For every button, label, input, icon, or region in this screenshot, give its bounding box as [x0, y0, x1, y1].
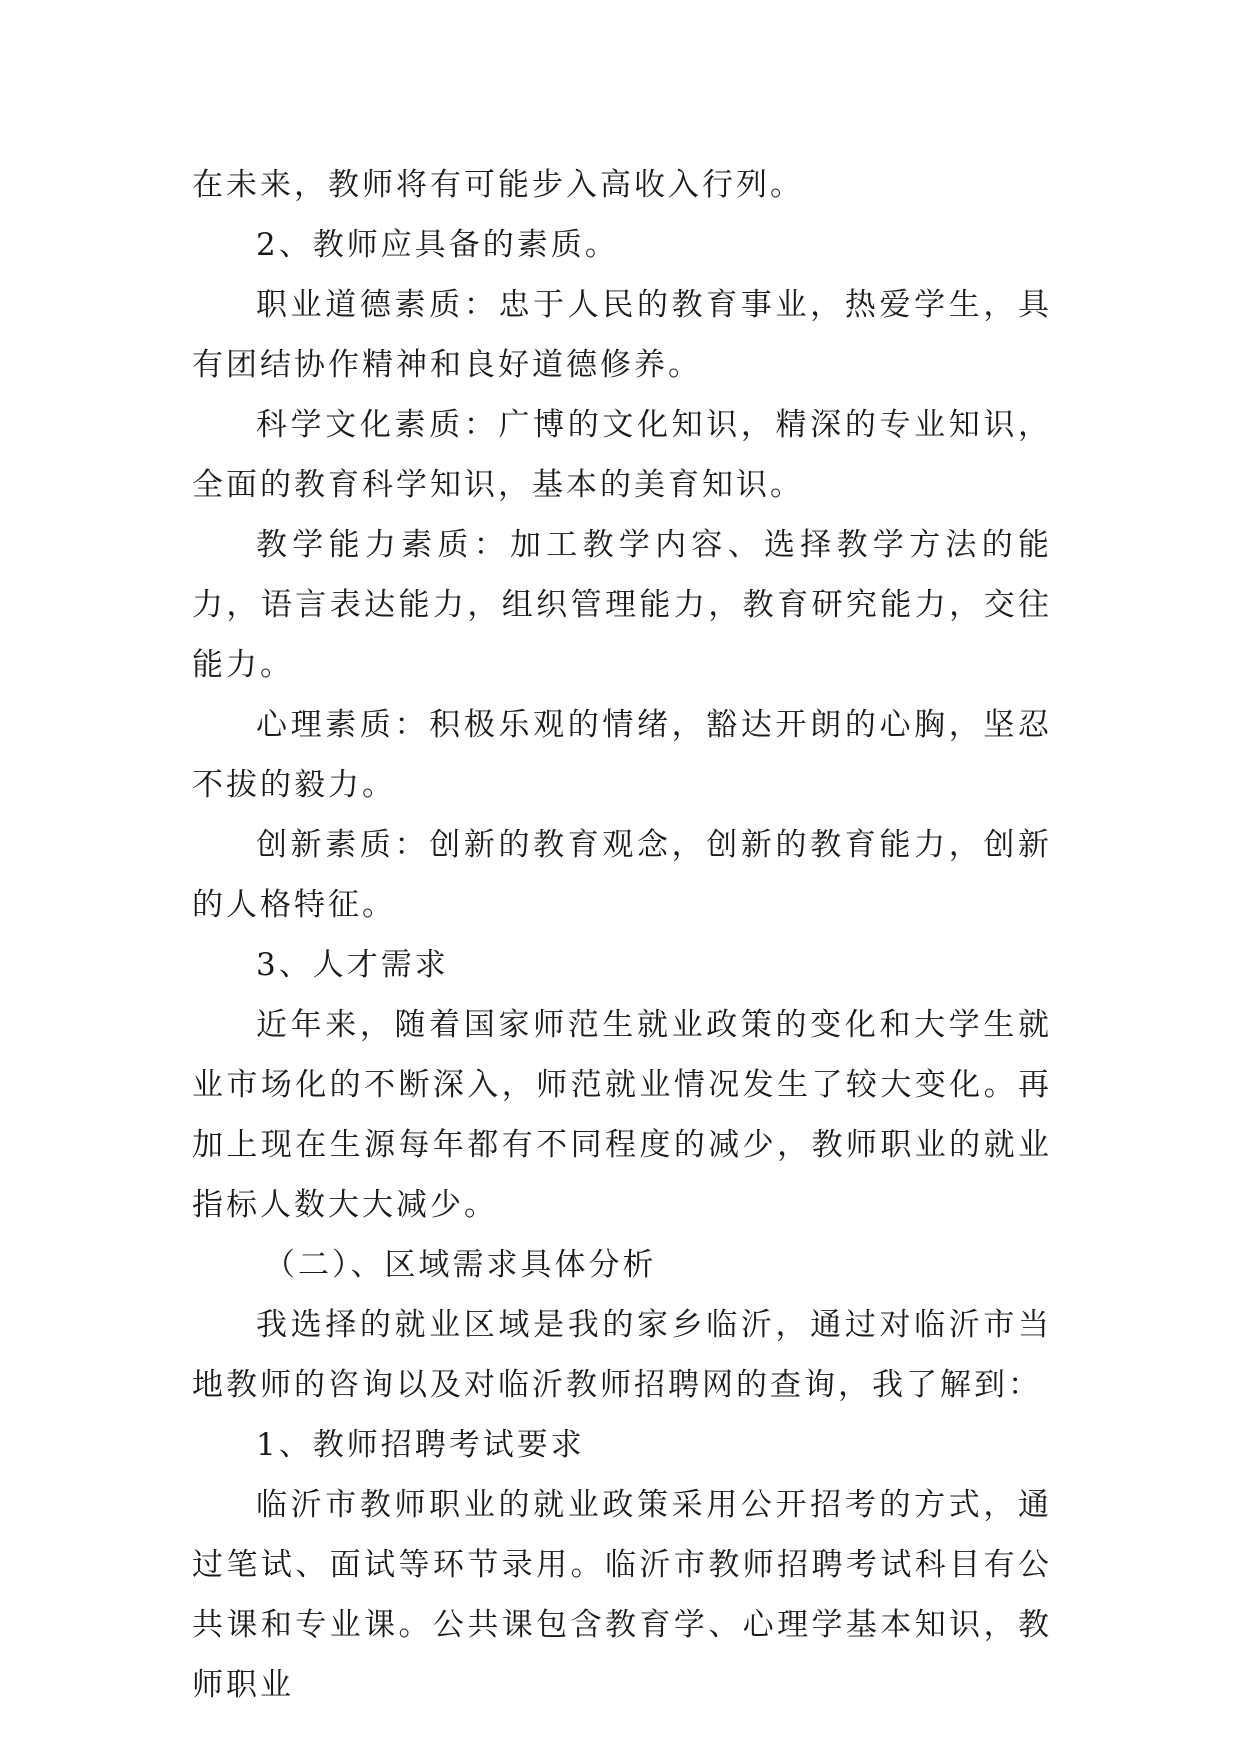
paragraph-innovation: 创新素质：创新的教育观念，创新的教育能力，创新的人格特征。	[192, 827, 1052, 923]
paragraph-exam-requirements: 临沂市教师职业的就业政策采用公开招考的方式，通过笔试、面试等环节录用。临沂市教师招聘考试科目有公共课和专业课。公共课包含教育学、心理学基本知识，教师职业	[192, 1487, 1052, 1703]
paragraph-talent-demand: 近年来，随着国家师范生就业政策的变化和大学生就业市场化的不断深入，师范就业情况发生了较大变化。再加上现在生源每年都有不同程度的减少，教师职业的就业指标人数大大减少。	[192, 1007, 1052, 1223]
paragraph-teaching-ability: 教学能力素质：加工教学内容、选择教学方法的能力，语言表达能力，组织管理能力，教育研究能力，交往能力。	[192, 527, 1052, 683]
paragraph-psychological: 心理素质：积极乐观的情绪，豁达开朗的心胸，坚忍不拔的毅力。	[192, 707, 1052, 803]
section-heading-exam-requirements: 1、教师招聘考试要求	[256, 1427, 585, 1463]
paragraph-professional-ethics: 职业道德素质：忠于人民的教育事业，热爱学生，具有团结协作精神和良好道德修养。	[192, 287, 1052, 383]
paragraph-region-choice: 我选择的就业区域是我的家乡临沂，通过对临沂市当地教师的咨询以及对临沂教师招聘网的查询，我了解到：	[192, 1307, 1052, 1403]
section-heading-regional-analysis: （二）、区域需求具体分析	[264, 1247, 657, 1283]
paragraph-continuation: 在未来，教师将有可能步入高收入行列。	[192, 167, 804, 203]
document-body	[192, 155, 1052, 1715]
section-heading-qualities: 2、教师应具备的素质。	[256, 227, 619, 263]
paragraph-science-culture: 科学文化素质：广博的文化知识，精深的专业知识，全面的教育科学知识，基本的美育知识。	[192, 407, 1052, 503]
section-heading-talent-demand: 3、人才需求	[256, 947, 449, 983]
